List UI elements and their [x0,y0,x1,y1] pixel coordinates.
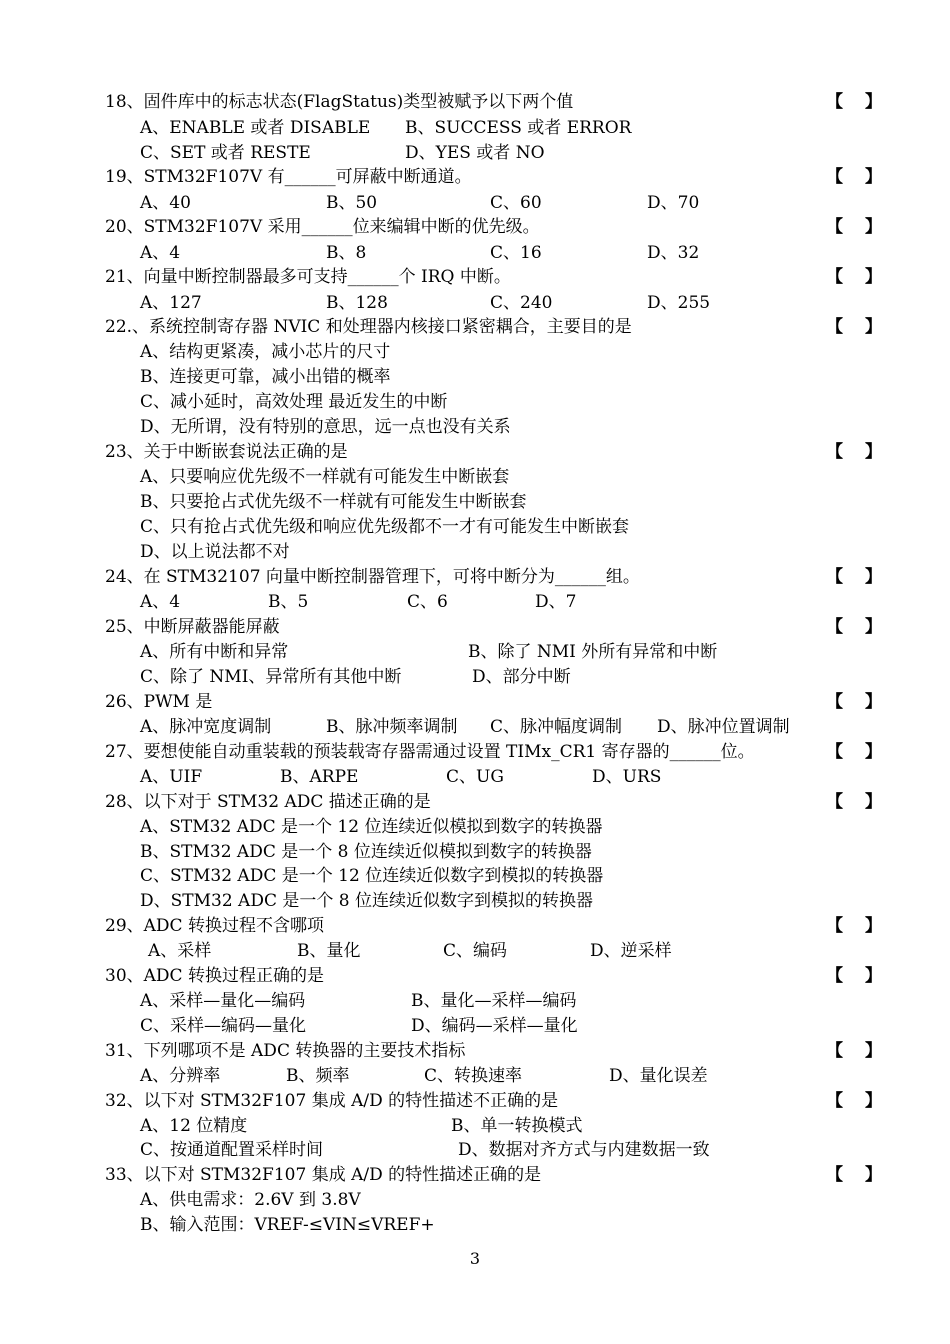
bracket-left: 【 [826,1165,843,1185]
answer-bracket[interactable] [826,1039,882,1064]
answer-bracket[interactable] [826,790,882,815]
answer-option: D、量化误差 [609,1066,708,1086]
answer-option: D、STM32 ADC 是一个 8 位连续近似数字到模拟的转换器 [140,891,593,911]
question-text: 29、ADC 转换过程不含哪项 [105,916,324,936]
answer-bracket[interactable] [826,315,882,340]
answer-option: B、STM32 ADC 是一个 8 位连续近似模拟到数字的转换器 [140,842,592,862]
answer-option: B、只要抢占式优先级不一样就有可能发生中断嵌套 [140,492,527,512]
answer-option: A、4 [140,592,181,612]
answer-option: D、YES 或者 NO [405,143,545,163]
question-text: 24、在 STM32107 向量中断控制器管理下，可将中断分为______组。 [105,567,640,587]
bracket-left: 【 [826,966,843,986]
answer-option: A、采样 [148,941,212,961]
answer-bracket[interactable] [826,440,882,465]
answer-option: D、无所谓，没有特别的意思，远一点也没有关系 [140,417,511,437]
answer-option: B、128 [326,293,388,313]
answer-option: D、URS [592,767,662,787]
question-text: 32、以下对 STM32F107 集成 A/D 的特性描述不正确的是 [105,1091,559,1111]
answer-option: A、4 [140,243,181,263]
question-text: 33、以下对 STM32F107 集成 A/D 的特性描述正确的是 [105,1165,542,1185]
answer-option: B、频率 [286,1066,350,1086]
answer-option: C、16 [490,243,542,263]
bracket-right: 】 [865,916,882,936]
answer-option: C、按通道配置采样时间 [140,1140,324,1160]
answer-option: C、SET 或者 RESTE [140,143,311,163]
bracket-left: 【 [826,742,843,762]
question-text: 21、向量中断控制器最多可支持______个 IRQ 中断。 [105,267,511,287]
answer-bracket[interactable] [826,90,882,115]
answer-option: B、量化—采样—编码 [411,991,577,1011]
bracket-left: 【 [826,267,843,287]
question-text: 20、STM32F107V 采用______位来编辑中断的优先级。 [105,217,540,237]
answer-option: A、脉冲宽度调制 [140,717,272,737]
question-text: 31、下列哪项不是 ADC 转换器的主要技术指标 [105,1041,466,1061]
question-text: 28、以下对于 STM32 ADC 描述正确的是 [105,792,431,812]
bracket-right: 】 [865,442,882,462]
answer-option: C、转换速率 [424,1066,523,1086]
answer-bracket[interactable] [826,1089,882,1114]
answer-option: B、8 [326,243,367,263]
question-text: 27、要想使能自动重装载的预装载寄存器需通过设置 TIMx_CR1 寄存器的______位。 [105,742,755,762]
answer-option: A、STM32 ADC 是一个 12 位连续近似模拟到数字的转换器 [140,817,603,837]
answer-bracket[interactable] [826,1163,882,1188]
bracket-right: 】 [865,617,882,637]
answer-bracket[interactable] [826,565,882,590]
answer-option: C、STM32 ADC 是一个 12 位连续近似数字到模拟的转换器 [140,866,604,886]
answer-bracket[interactable] [826,740,882,765]
answer-option: D、逆采样 [590,941,672,961]
answer-option: B、脉冲频率调制 [326,717,458,737]
bracket-left: 【 [826,1091,843,1111]
question-text: 23、关于中断嵌套说法正确的是 [105,442,348,462]
answer-option: A、所有中断和异常 [140,642,289,662]
bracket-left: 【 [826,317,843,337]
answer-option: D、部分中断 [472,667,571,687]
answer-option: B、单一转换模式 [451,1116,583,1136]
bracket-left: 【 [826,217,843,237]
answer-option: A、采样—量化—编码 [140,991,306,1011]
question-text: 18、固件库中的标志状态(FlagStatus)类型被赋予以下两个值 [105,92,574,112]
answer-option: A、12 位精度 [140,1116,248,1136]
answer-option: D、数据对齐方式与内建数据一致 [458,1140,710,1160]
answer-bracket[interactable] [826,615,882,640]
answer-option: A、ENABLE 或者 DISABLE [140,118,371,138]
answer-option: D、7 [535,592,577,612]
answer-option: C、脉冲幅度调制 [490,717,623,737]
answer-bracket[interactable] [826,964,882,989]
answer-option: A、只要响应优先级不一样就有可能发生中断嵌套 [140,467,510,487]
answer-bracket[interactable] [826,215,882,240]
answer-bracket[interactable] [826,165,882,190]
answer-option: A、40 [140,193,191,213]
answer-option: B、输入范围：VREF-≤VIN≤VREF+ [140,1215,435,1235]
answer-option: C、除了 NMI、异常所有其他中断 [140,667,402,687]
answer-bracket[interactable] [826,690,882,715]
bracket-right: 】 [865,966,882,986]
bracket-right: 】 [865,567,882,587]
answer-option: A、供电需求：2.6V 到 3.8V [140,1190,361,1210]
bracket-left: 【 [826,792,843,812]
answer-option: D、70 [647,193,700,213]
bracket-right: 】 [865,1091,882,1111]
bracket-right: 】 [865,217,882,237]
bracket-right: 】 [865,742,882,762]
answer-option: A、UIF [140,767,203,787]
answer-option: D、编码—采样—量化 [411,1016,578,1036]
question-text: 19、STM32F107V 有______可屏蔽中断通道。 [105,167,472,187]
answer-option: B、除了 NMI 外所有异常和中断 [468,642,718,662]
question-text: 30、ADC 转换过程正确的是 [105,966,324,986]
bracket-right: 】 [865,167,882,187]
question-text: 25、中断屏蔽器能屏蔽 [105,617,280,637]
answer-option: C、采样—编码—量化 [140,1016,307,1036]
answer-option: C、编码 [443,941,508,961]
answer-option: C、减小延时，高效处理 最近发生的中断 [140,392,448,412]
answer-option: C、6 [407,592,448,612]
bracket-left: 【 [826,92,843,112]
answer-option: A、分辨率 [140,1066,221,1086]
bracket-left: 【 [826,692,843,712]
bracket-right: 】 [865,267,882,287]
answer-option: A、结构更紧凑，减小芯片的尺寸 [140,342,391,362]
answer-option: C、240 [490,293,553,313]
answer-option: C、UG [446,767,504,787]
answer-option: A、127 [140,293,202,313]
answer-option: B、50 [326,193,378,213]
answer-option: C、60 [490,193,542,213]
answer-option: D、以上说法都不对 [140,542,290,562]
answer-option: D、脉冲位置调制 [657,717,790,737]
answer-option: D、32 [647,243,700,263]
answer-option: B、SUCCESS 或者 ERROR [405,118,632,138]
bracket-right: 】 [865,792,882,812]
bracket-right: 】 [865,692,882,712]
question-text: 22.、系统控制寄存器 NVIC 和处理器内核接口紧密耦合，主要目的是 [105,317,632,337]
answer-bracket[interactable] [826,265,882,290]
question-text: 26、PWM 是 [105,692,213,712]
bracket-left: 【 [826,567,843,587]
answer-option: B、连接更可靠，减小出错的概率 [140,367,391,387]
answer-option: C、只有抢占式优先级和响应优先级都不一才有可能发生中断嵌套 [140,517,630,537]
answer-bracket[interactable] [826,914,882,939]
answer-option: B、5 [268,592,309,612]
page-number: 3 [469,1249,481,1268]
bracket-left: 【 [826,167,843,187]
bracket-left: 【 [826,617,843,637]
answer-option: D、255 [647,293,711,313]
answer-option: B、量化 [297,941,361,961]
bracket-left: 【 [826,1041,843,1061]
bracket-right: 】 [865,92,882,112]
answer-option: B、ARPE [280,767,359,787]
bracket-right: 】 [865,1041,882,1061]
bracket-right: 】 [865,317,882,337]
bracket-right: 】 [865,1165,882,1185]
bracket-left: 【 [826,442,843,462]
bracket-left: 【 [826,916,843,936]
